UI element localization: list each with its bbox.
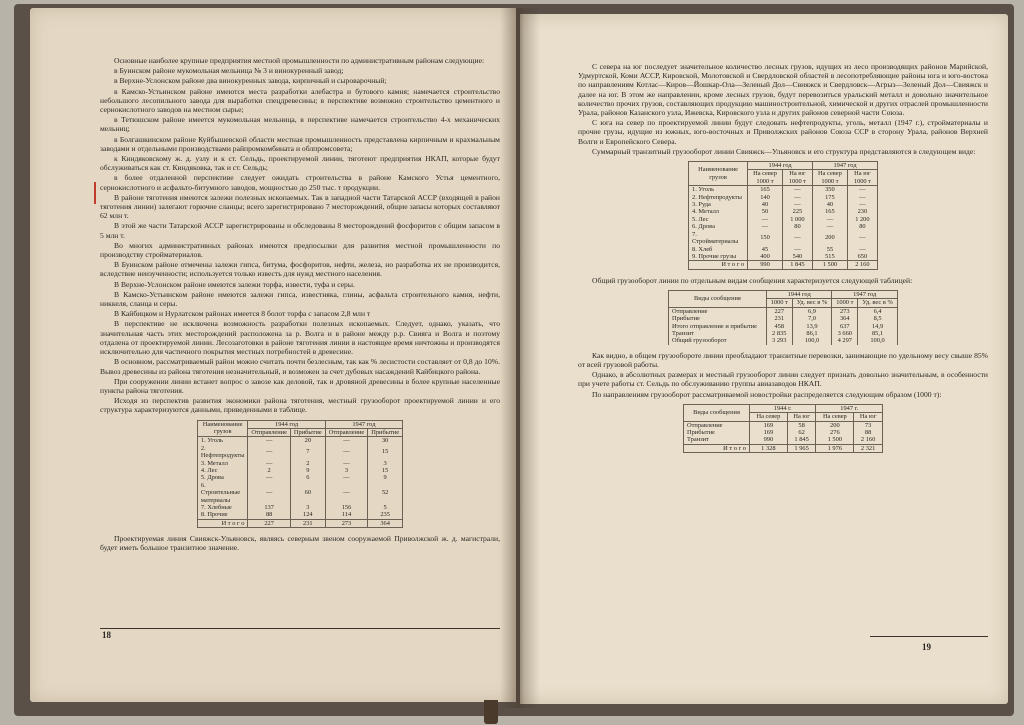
table-cell-name: 3. Руда <box>689 201 748 208</box>
table-total-cell: 990 <box>748 261 783 269</box>
table-cell: 169 <box>749 429 787 436</box>
table-cell: 86,1 <box>792 330 832 337</box>
table-cell: 273 <box>832 307 858 315</box>
paragraph: По направлениям грузооборот рассматриваемой новостройки распределяется следующим образом (1000 т): <box>592 389 942 399</box>
left-page-number: 18 <box>102 630 111 640</box>
table-cell: 150 <box>748 231 783 246</box>
table-cell: 364 <box>832 315 858 322</box>
table-row <box>669 315 898 322</box>
table-cell: 3 <box>290 504 325 511</box>
table-row <box>197 511 402 519</box>
table-header-row <box>197 420 402 428</box>
table-header-row <box>689 162 878 170</box>
table-cell: 200 <box>813 231 848 246</box>
table-cell: — <box>748 223 783 230</box>
table-cell: — <box>782 201 812 208</box>
table-cell: 7,0 <box>792 315 832 322</box>
table-subheader: На юг <box>787 413 816 421</box>
table-header-year: 1947 г. <box>816 404 883 412</box>
table-cell: — <box>782 246 812 253</box>
paragraph: В перспективе не исключена возможность разработки полезных ископаемых. Следует, однако, указать, что значительная часть этих месторождений расположена за р. Волга и в районе между р.р. Свияга и Волга и поэтому отдалена от проектируемой линии. Лесозаготовки в районе тяготения линии в настоящее время ничтожны и производятся исключительно для частичного покрытия местных потребностей в древесине. <box>100 319 500 357</box>
table-total-cell: 227 <box>248 519 291 527</box>
table-total-cell: 273 <box>325 519 368 527</box>
table-header-name: Наименование грузов <box>197 420 247 437</box>
table-subheader: Прибытие <box>368 428 403 436</box>
paragraph: Во многих административных районах имеются предпосылки для развития местной промышленности по производству стройматериалов. <box>100 240 500 260</box>
table-cell: — <box>847 194 877 201</box>
table-cell: 7 <box>290 445 325 460</box>
right-page-number: 19 <box>922 642 931 652</box>
table-row <box>197 437 402 445</box>
table-total-cell: 231 <box>290 519 325 527</box>
table-row <box>689 246 878 253</box>
freight-by-direction-table <box>683 404 883 453</box>
paragraph: Основные наиболее крупные предприятия местной промышленности по административным районам следующие: <box>114 56 485 65</box>
paragraph: С юга на север по проектируемой линии будут следовать нефтепродукты, уголь, металл (1947 г.), стройматериалы и прочие грузы, идущие из южных, юго-восточных и Приволжских районов Союза ССР в сторону Урала, районов Верхней Волги и Европейского Севера. <box>578 118 988 146</box>
table-cell: 1 200 <box>847 216 877 223</box>
paragraph: В Верхне-Услонском районе имеются залежи торфа, извести, туфа и серы. <box>114 279 355 289</box>
paragraph: При сооружении линии встанет вопрос о завозе как деловой, так и дровяной древесины в более крупные населенные пункты района тяготения. <box>100 376 500 395</box>
table-header-name: Виды сообщения <box>684 404 750 421</box>
paragraph: В районе тяготения имеются залежи полезных ископаемых. Так в западной части Татарской АССР (входящей в район тяготения линии) залегают горючие сланцы; всего зарегистрировано 7 месторождений, общие запасы которых составляют 62 млн т. <box>100 192 500 221</box>
right-page <box>520 14 1008 704</box>
paragraph: Как видно, в общем грузообороте линии преобладают транзитные перевозки, занимающие по удельному весу свыше 85% от всей грузовой работы. <box>578 350 988 369</box>
table-cell: 9 <box>368 474 403 481</box>
table-cell-name: 9. Прочие грузы <box>689 253 748 261</box>
table-cell: — <box>248 482 291 504</box>
table-cell: 6 <box>290 474 325 481</box>
table-cell: 2 <box>290 460 325 467</box>
table-cell: 45 <box>748 246 783 253</box>
table-header-name: Виды сообщения <box>669 290 767 307</box>
table-cell: 137 <box>248 504 291 511</box>
table-total-cell: 1 328 <box>749 444 787 452</box>
table-subheader: На север 1000 т <box>813 170 848 186</box>
table-cell: 124 <box>290 511 325 519</box>
table-header-year: 1947 год <box>325 420 402 428</box>
table-cell: 14,9 <box>858 323 898 330</box>
table-cell: 6,4 <box>858 307 898 315</box>
table-cell-name: 4. Металл <box>689 208 748 215</box>
paragraph: С севера на юг последует значительное количество лесных грузов, идущих из лесо производящих районов Марийской, Удмуртской, Коми АССР, Кировской, Молотовской и Свердловской областей в лесопотребляющие районы юга и юго-востока по направлениям Котлас—Киров—Йошкар-Ола—Зеленый Дол—Свияжск и Свердловск—Агрыз—Зеленый Дол—Свияжск и далее на юг. В этом же направлении, кроме лесных грузов, будут перевозиться уральский металл и довольно значительное количество прочих грузов, составляющих продукцию машиностроительной, химической и других отраслей промышленности Урала, районов Казанского узла, Ижевска, Кировского узла и других районов северной части Союза. <box>578 62 988 118</box>
table-cell: 20 <box>290 437 325 445</box>
table-cell: 58 <box>787 421 816 429</box>
table-cell: — <box>813 216 848 223</box>
paragraph: в Тетюшском районе имеется мукомольная мельница, в перспективе намечается строительство 4-х механических мельниц; <box>100 115 500 134</box>
table-row <box>689 216 878 223</box>
left-closing-paragraph: Проектируемая линия Свияжск-Ульяновск, являясь северным звеном сооружаемой Приволжской ж. д. магистрали, будет иметь большое транзитное значение. <box>100 534 500 553</box>
table-total-row <box>197 519 402 527</box>
table-cell: 990 <box>749 436 787 444</box>
table-cell: — <box>813 223 848 230</box>
table-cell: — <box>325 460 368 467</box>
table-subheader: Отправление <box>248 428 291 436</box>
table-cell: 231 <box>766 315 792 322</box>
table-cell: 88 <box>248 511 291 519</box>
table-cell: 13,9 <box>792 323 832 330</box>
paragraph: в Камско-Устьинском районе имеются места разработки алебастра и бутового камня; намечается строительство небольшого лесопильного завода для выработки спецдревесины; в перспективе возможно строительство цементного и сернокислотного заводов на местном сырье; <box>100 86 500 115</box>
table-row <box>689 253 878 261</box>
table-cell: 50 <box>748 208 783 215</box>
table-cell-name: 2. Нефтепродукты <box>197 445 247 460</box>
table-cell: 637 <box>832 323 858 330</box>
paragraph: Суммарный транзитный грузооборот линии Свияжск—Ульяновск и его структура представляются в следующем виде: <box>592 146 976 156</box>
table-subheader: На север <box>816 413 854 421</box>
table-cell: 235 <box>368 511 403 519</box>
table-cell: — <box>325 482 368 504</box>
table-cell-name: 3. Металл <box>197 460 247 467</box>
table-row <box>197 467 402 474</box>
table-cell-name: 7. Стройматериалы <box>689 231 748 246</box>
table-cell: 30 <box>368 437 403 445</box>
table-cell: 73 <box>854 421 883 429</box>
table-cell: 276 <box>816 429 854 436</box>
table-cell-name: Отправление <box>684 421 750 429</box>
table-cell-name: 5. Дрова <box>197 474 247 481</box>
table-cell: 165 <box>813 208 848 215</box>
table-cell: 400 <box>748 253 783 261</box>
table-subheader: 1000 т <box>766 299 792 307</box>
table-row <box>669 330 898 337</box>
table-cell-name: 6. Дрова <box>689 223 748 230</box>
table-cell: 4 297 <box>832 337 858 344</box>
table-total-cell: 1 976 <box>816 444 854 452</box>
table-total-cell: 2 321 <box>854 444 883 452</box>
table-cell: 540 <box>782 253 812 261</box>
table-row <box>669 337 898 344</box>
table-total-cell: 364 <box>368 519 403 527</box>
table-total-cell: 1 845 <box>782 261 812 269</box>
table-cell: 15 <box>368 445 403 460</box>
table-cell: — <box>847 201 877 208</box>
table-cell-name: 8. Прочие <box>197 511 247 519</box>
table-total-cell: 2 160 <box>847 261 877 269</box>
table-subheader: Отправление <box>325 428 368 436</box>
table-cell: 40 <box>813 201 848 208</box>
table-cell: 230 <box>847 208 877 215</box>
table-cell: 227 <box>766 307 792 315</box>
table-cell: — <box>248 474 291 481</box>
table-total-cell: 1 965 <box>787 444 816 452</box>
paragraph: В этой же части Татарской АССР зарегистрированы и обследованы 8 месторождений фосфоритов с общим запасом в 5 млн т. <box>100 221 500 240</box>
table-row <box>669 307 898 315</box>
table-cell: — <box>248 460 291 467</box>
left-paragraphs <box>100 56 500 415</box>
table-cell-name: Общий грузооборот <box>669 337 767 344</box>
table-row <box>197 504 402 511</box>
table-row <box>689 231 878 246</box>
table-subheader: 1000 т <box>832 299 858 307</box>
table-cell: 3 <box>325 467 368 474</box>
table-subheader: Прибытие <box>290 428 325 436</box>
table-cell: 3 293 <box>766 337 792 344</box>
table-cell-name: 5. Лес <box>689 216 748 223</box>
table-header-year: 1944 год <box>748 162 813 170</box>
table-row <box>684 421 883 429</box>
paragraph: Однако, в абсолютных размерах и местный грузооборот линии следует признать довольно значительным, в особенности при учете работы ст. Сельдь по обслуживанию группы авиазаводов НКАП. <box>578 370 988 389</box>
table-cell: 8,5 <box>858 315 898 322</box>
table-cell: 2 <box>248 467 291 474</box>
paragraph: в Болгашкинском районе Куйбышевской области местная промышленность представлена кирпичным и крахмальным заводами и отдельными производствами райпромкомбината и облпромсовета; <box>100 134 500 153</box>
table-total-label: И т о г о <box>684 444 750 452</box>
freight-by-type-table <box>668 290 898 345</box>
table-row <box>689 194 878 201</box>
table-cell: 458 <box>766 323 792 330</box>
table-cell-name: 7. Хлебные <box>197 504 247 511</box>
transit-freight-table <box>688 161 878 270</box>
table-header-row <box>669 290 898 298</box>
table-cell: — <box>748 216 783 223</box>
table-cell: 650 <box>847 253 877 261</box>
table-cell: 1 500 <box>816 436 854 444</box>
table-cell-name: Отправление <box>669 307 767 315</box>
table-subheader: На юг 1000 т <box>782 170 812 186</box>
table-cell: 3 660 <box>832 330 858 337</box>
table-cell: 3 <box>368 460 403 467</box>
table-cell: 55 <box>813 246 848 253</box>
table-row <box>197 460 402 467</box>
right-mid-paragraph: Общий грузооборот линии по отдельным видам сообщения характеризуется следующей таблицей: <box>592 275 913 285</box>
table-cell: — <box>248 445 291 460</box>
table-subheader: На юг 1000 т <box>847 170 877 186</box>
table-header-year: 1944 год <box>248 420 325 428</box>
table-total-cell: 1 500 <box>813 261 848 269</box>
bookmark-ribbon <box>484 700 498 724</box>
table-header-year: 1947 год <box>832 290 898 298</box>
table-cell-name: 1. Уголь <box>689 186 748 194</box>
table-cell: 156 <box>325 504 368 511</box>
paragraph: в Буинском районе мукомольная мельница № 3 и винокуренный завод; <box>114 66 344 76</box>
table-cell-name: Транзит <box>684 436 750 444</box>
table-total-label: И т о г о <box>689 261 748 269</box>
left-text-column <box>100 56 500 554</box>
table-cell: 225 <box>782 208 812 215</box>
paragraph: В основном, рассматриваемый район можно считать почти безлесным, так как % лесистости составляет от 0,8 до 10%. Вывоз древесины из района тяготения незначительный, и возможен за счет дубовых насаждений Кайбицкого района. <box>100 357 500 376</box>
table-cell: 515 <box>813 253 848 261</box>
table-cell-name: 1. Уголь <box>197 437 247 445</box>
table-header-year: 1947 год <box>813 162 878 170</box>
table-cell: 15 <box>368 467 403 474</box>
table-total-label: И т о г о <box>197 519 247 527</box>
table-cell: — <box>782 186 812 194</box>
table-cell: 2 835 <box>766 330 792 337</box>
table-header-row <box>684 404 883 412</box>
table-cell: — <box>847 231 877 246</box>
paragraph: к Киндяковскому ж. д. узлу и к ст. Сельдь, проектируемой линии, тяготеют предприятия НКАП, которые будут обслуживаться как ст. Киндяковка, так и ст. Сельдь; <box>100 154 500 173</box>
table-subheader: На север <box>749 413 787 421</box>
table-cell-name: Транзит <box>669 330 767 337</box>
table-cell: 5 <box>368 504 403 511</box>
table-row <box>197 482 402 504</box>
table-row <box>197 445 402 460</box>
paragraph: Исходя из перспектив развития экономики района тяготения, местный грузооборот проектируемой линии и его структура характеризуются данными, приведенными в таблице. <box>100 396 500 415</box>
table-total-row <box>684 444 883 452</box>
table-subheader: На юг <box>854 413 883 421</box>
table-cell: — <box>325 437 368 445</box>
table-cell-name: 4. Лес <box>197 467 247 474</box>
table-cell-name: 2. Нефтепродукты <box>689 194 748 201</box>
left-footer-rule <box>100 628 500 629</box>
paragraph: В Камско-Устьинском районе имеются залежи гипса, известняка, глины, асфальта строительного камня, нефти, никкеля, сланца и серы. <box>100 289 500 309</box>
table-cell: — <box>847 186 877 194</box>
table-total-row <box>689 261 878 269</box>
table-cell: 88 <box>854 429 883 436</box>
table-cell: — <box>248 437 291 445</box>
left-page <box>30 8 516 702</box>
table-header-year: 1944 г. <box>749 404 815 412</box>
table-subheader: Уд. вес в % <box>858 299 898 307</box>
paragraph: В Буинском районе отмечены залежи гипса, битума, фосфоритов, нефти, железа, но разработка их не производится, вследствие неизученности; используется только известь для нужд местного населения. <box>100 260 500 279</box>
table-cell-name: 8. Хлеб <box>689 246 748 253</box>
table-subheader: Уд. вес в % <box>792 299 832 307</box>
book-gutter <box>500 8 540 708</box>
table-header-year: 1944 год <box>766 290 832 298</box>
table-cell: 140 <box>748 194 783 201</box>
table-row <box>684 429 883 436</box>
table-cell: 350 <box>813 186 848 194</box>
right-text-column <box>578 62 988 459</box>
table-cell: 9 <box>290 467 325 474</box>
right-paragraphs-2 <box>578 351 988 399</box>
table-row <box>689 186 878 194</box>
right-footer-rule <box>870 636 988 637</box>
table-row <box>689 223 878 230</box>
table-cell-name: Прибытие <box>684 429 750 436</box>
table-cell: 6,9 <box>792 307 832 315</box>
table-cell: 165 <box>748 186 783 194</box>
table-header-name: Наименование грузов <box>689 162 748 186</box>
right-paragraphs <box>578 62 988 156</box>
table-row <box>689 208 878 215</box>
left-freight-table <box>197 420 403 529</box>
table-cell-name: 6. Строительные материалы <box>197 482 247 504</box>
table-cell: 80 <box>782 223 812 230</box>
table-cell: 60 <box>290 482 325 504</box>
table-cell: 169 <box>749 421 787 429</box>
table-cell: 40 <box>748 201 783 208</box>
table-cell: — <box>782 194 812 201</box>
table-row <box>684 436 883 444</box>
table-row <box>689 201 878 208</box>
paragraph: в более отдаленной перспективе следует ожидать строительства в районе Камского Устья цементного, сернокислотного и асфальто-битумного заводов, мощностью до 250 тыс. т продукции. <box>100 173 500 192</box>
red-pencil-mark <box>94 182 96 204</box>
table-cell: 114 <box>325 511 368 519</box>
table-cell: — <box>325 445 368 460</box>
table-cell: 52 <box>368 482 403 504</box>
table-cell: 1 000 <box>782 216 812 223</box>
table-cell: — <box>847 246 877 253</box>
table-cell: 100,0 <box>858 337 898 344</box>
paragraph: В Кайбицком и Нурлатском районах имеется 8 болот торфа с запасом 2,8 млн т <box>114 309 371 319</box>
table-cell-name: Прибытие <box>669 315 767 322</box>
paragraph: в Верхне-Услонском районе два винокуренных завода, кирпичный и сыроварочный; <box>114 76 387 86</box>
table-cell: 200 <box>816 421 854 429</box>
table-row <box>669 323 898 330</box>
table-cell-name: Итого отправление и прибытие <box>669 323 767 330</box>
table-subheader: На север 1000 т <box>748 170 783 186</box>
table-cell: — <box>782 231 812 246</box>
table-cell: 80 <box>847 223 877 230</box>
table-cell: 100,0 <box>792 337 832 344</box>
table-cell: — <box>325 474 368 481</box>
table-cell: 85,1 <box>858 330 898 337</box>
table-cell: 62 <box>787 429 816 436</box>
table-cell: 2 160 <box>854 436 883 444</box>
table-row <box>197 474 402 481</box>
table-cell: 175 <box>813 194 848 201</box>
table-cell: 1 845 <box>787 436 816 444</box>
